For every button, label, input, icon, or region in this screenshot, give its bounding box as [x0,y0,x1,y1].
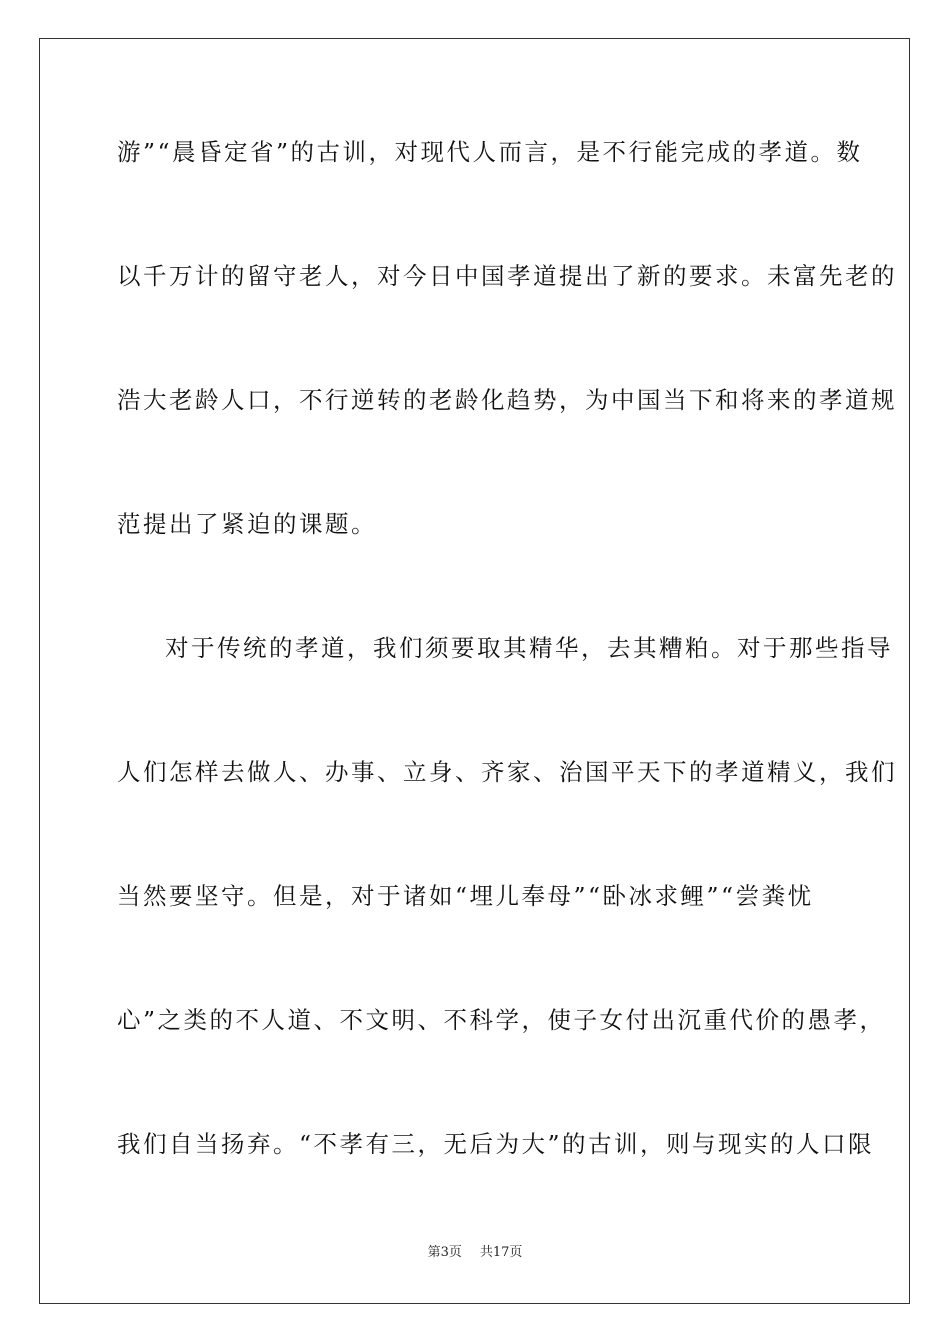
page-border [39,38,910,1304]
body-text-line: 我们自当扬弃。“不孝有三，无后为大”的古训，则与现实的人口限 [117,1130,875,1158]
body-text-line: 以千万计的留守老人，对今日中国孝道提出了新的要求。未富先老的 [117,262,897,290]
page-footer [0,1244,950,1262]
total-page-count: 共17页 [479,1245,523,1260]
body-text-line: 范提出了紧迫的课题。 [117,510,377,538]
body-text-line: 心”之类的不人道、不文明、不科学，使子女付出沉重代价的愚孝， [117,1006,886,1034]
paragraph-start-line: 对于传统的孝道，我们须要取其精华，去其糟粕。对于那些指导 [165,634,893,662]
body-text-line: 浩大老龄人口，不行逆转的老龄化趋势，为中国当下和将来的孝道规 [117,386,897,414]
body-text-line: 游”“晨昏定省”的古训，对现代人而言，是不行能完成的孝道。数 [117,138,863,166]
body-text-line: 人们怎样去做人、办事、立身、齐家、治国平天下的孝道精义，我们 [117,758,897,786]
body-text-line: 当然要坚守。但是，对于诸如“埋儿奉母”“卧冰求鲤”“尝粪忧 [117,882,814,910]
current-page-number: 第3页 [427,1245,462,1260]
